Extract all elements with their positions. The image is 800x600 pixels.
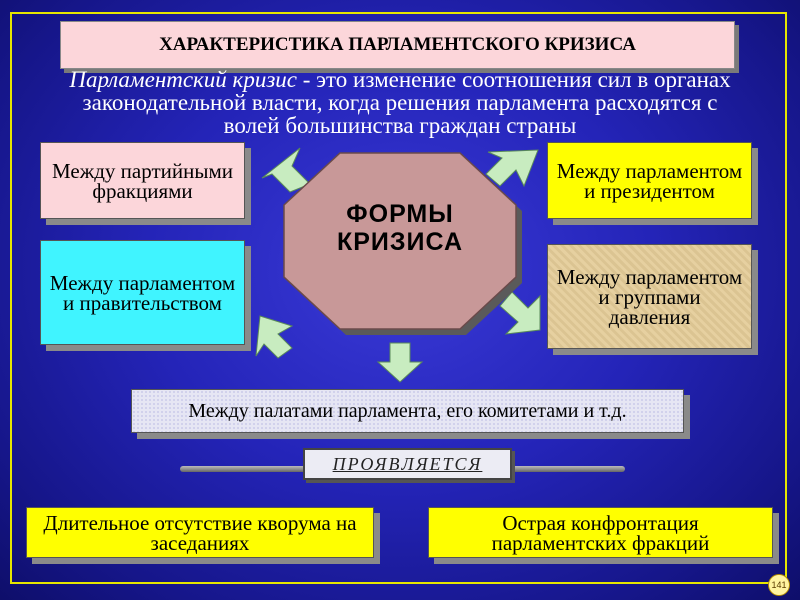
manifestation-confrontation [428,507,773,558]
form-between-chambers-label: Между палатами парламента, его комитетами и т.д. [188,400,627,422]
definition-text [60,68,740,137]
center-label [276,200,524,256]
center-label-line2: КРИЗИСА [336,228,464,256]
center-label-line1: ФОРМЫ [346,200,454,228]
form-between-factions [40,142,245,219]
manifests-banner [303,448,512,480]
manifestation-quorum [26,507,374,558]
form-parliament-pressure-groups [547,244,752,349]
slide-title [60,21,735,69]
form-parliament-government [40,240,245,345]
definition-body: - это изменение соотношения сил в органах законодательной власти, когда решения парламента расходятся с волей большинства граждан страны [82,67,731,138]
form-parliament-government-label: Между парламентом и правительством [49,270,236,315]
manifests-banner-label: ПРОЯВЛЯЕТСЯ [332,453,483,474]
manifestation-confrontation-label: Острая конфронтация парламентских фракций [491,510,710,555]
form-between-chambers [131,389,684,433]
definition-term: Парламентский кризис [69,67,297,92]
form-parliament-president-label: Между парламентом и президентом [556,158,743,203]
form-between-factions-label: Между партийными фракциями [52,158,233,203]
slide-title-text: ХАРАКТЕРИСТИКА ПАРЛАМЕНТСКОГО КРИЗИСА [159,34,636,55]
page-number-badge [768,574,790,596]
page-number: 141 [771,580,787,590]
manifestation-quorum-label: Длительное отсутствие кворума на заседаниях [43,510,357,555]
form-parliament-president [547,142,752,219]
form-parliament-pressure-groups-label: Между парламентом и группами давления [556,264,743,329]
